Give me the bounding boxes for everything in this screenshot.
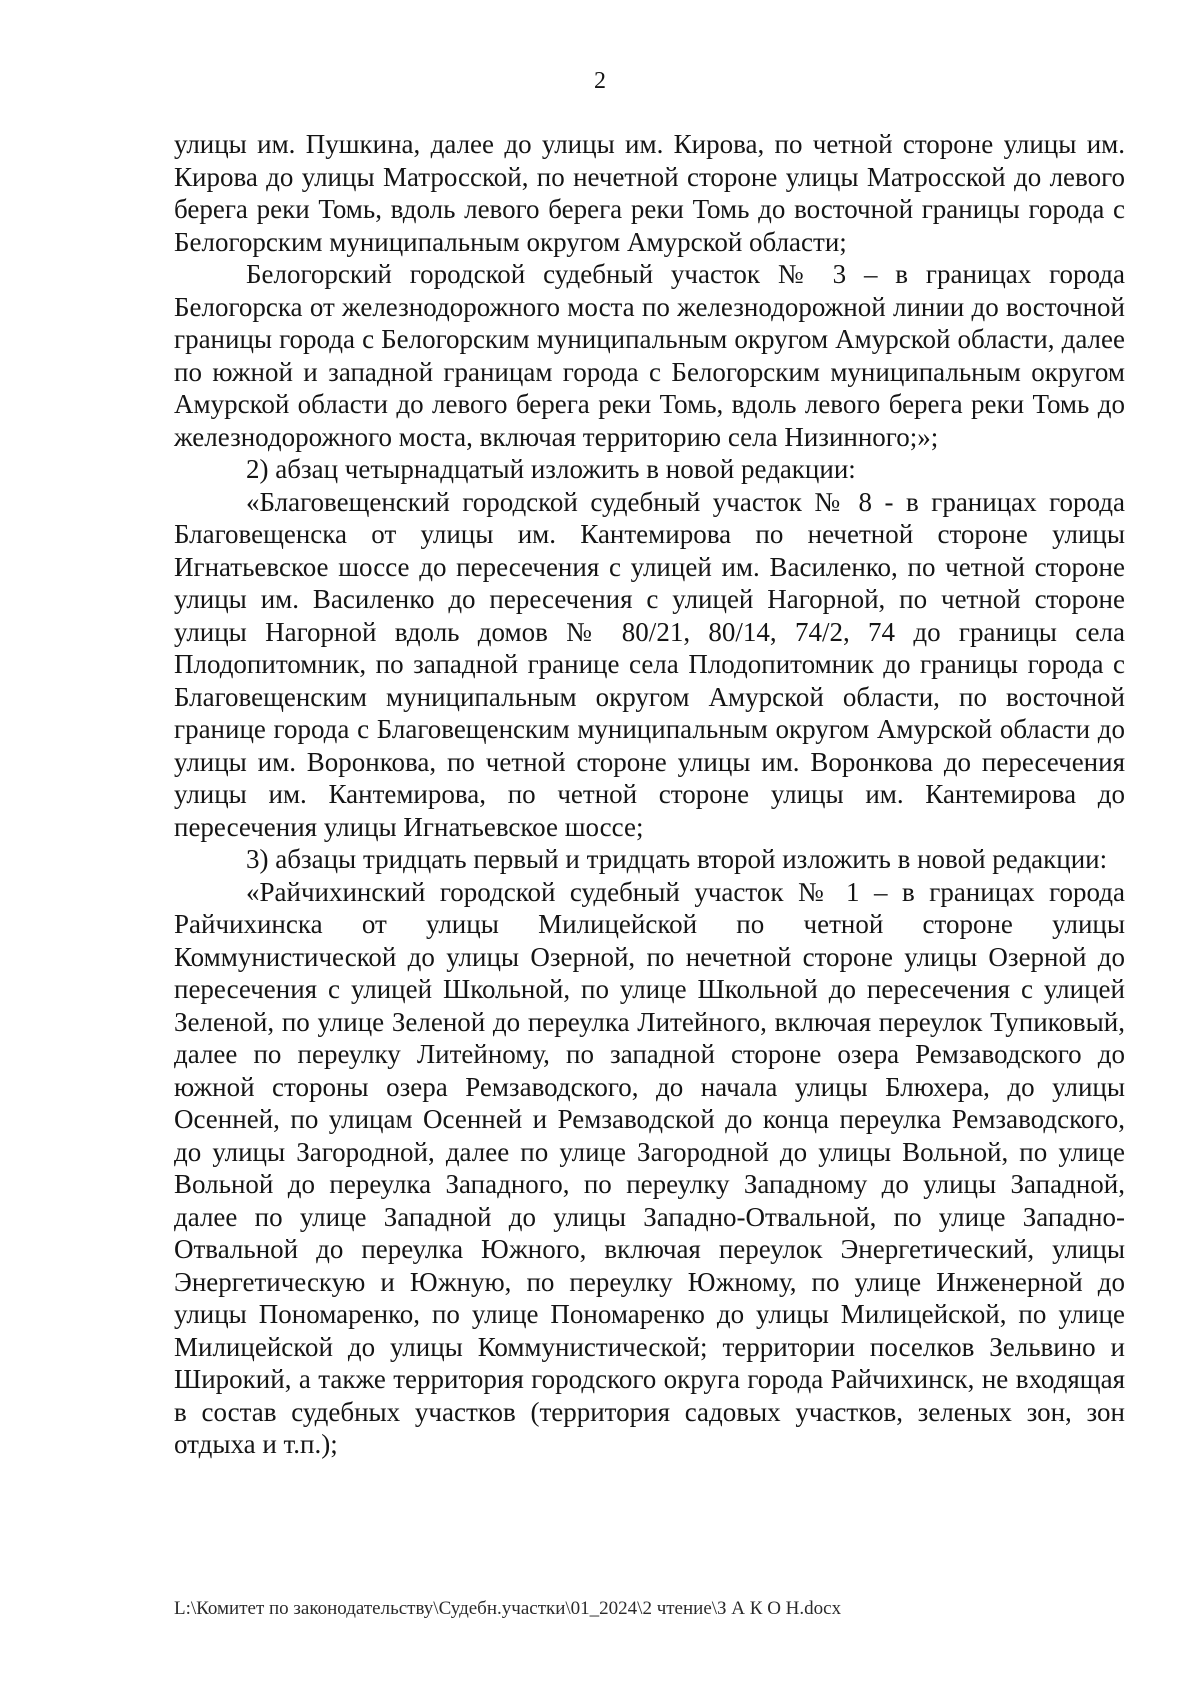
paragraph-continuation: улицы им. Пушкина, далее до улицы им. Кирова, по четной стороне улицы им. Кирова до улицы Матросской, по нечетной стороне улицы Матросской до левого берега реки Томь, вдоль левого берега реки Томь до восточной границы города с Белогорским муниципальным округом Амурской области; bbox=[174, 129, 1125, 257]
paragraph-blagoveshchensk-district-8: «Благовещенский городской судебный участок № 8 - в границах города Благовещенска от улицы им. Кантемирова по нечетной стороне улицы Игнатьевское шоссе до пересечения с улицей им. Василенко, по четной стороне улицы им. Василенко до пересечения с улицей Нагорной, по четной стороне улицы Нагорной вдоль домов № 80/21, 80/14, 74/2, 74 до границы села Плодопитомник, по западной границе села Плодопитомник до границы города с Благовещенским муниципальным округом Амурской области, по восточной границе города с Благовещенским муниципальным округом Амурской области до улицы им. Воронкова, по четной стороне улицы им. Воронкова до пересечения улицы им. Кантемирова, по четной стороне улицы им. Кантемирова до пересечения улицы Игнатьевское шоссе; bbox=[174, 486, 1125, 842]
paragraph-amendment-2: 2) абзац четырнадцатый изложить в новой редакции: bbox=[246, 454, 856, 484]
page-number: 2 bbox=[594, 68, 606, 94]
footer-file-path: L:\Комитет по законодательству\Судебн.участки\01_2024\2 чтение\З А К О Н.docx bbox=[174, 1598, 842, 1619]
paragraph-amendment-3: 3) абзацы тридцать первый и тридцать второй изложить в новой редакции: bbox=[246, 844, 1108, 874]
document-body bbox=[174, 128, 1125, 1461]
paragraph-belogorsk-district-3: Белогорский городской судебный участок № 3 – в границах города Белогорска от железнодорожного моста по железнодорожной линии до восточной границы города с Белогорским муниципальным округом Амурской области, далее по южной и западной границам города с Белогорским муниципальным округом Амурской области до левого берега реки Томь, вдоль левого берега реки Томь до железнодорожного моста, включая территорию села Низинного;»; bbox=[174, 259, 1125, 452]
paragraph-raichikhinsk-district-1: «Райчихинский городской судебный участок № 1 – в границах города Райчихинска от улицы Милицейской по четной стороне улицы Коммунистической до улицы Озерной, по нечетной стороне улицы Озерной до пересечения с улицей Школьной, по улице Школьной до пересечения с улицей Зеленой, по улице Зеленой до переулка Литейного, включая переулок Тупиковый, далее по переулку Литейному, по западной стороне озера Ремзаводского до южной стороны озера Ремзаводского, до начала улицы Блюхера, до улицы Осенней, по улицам Осенней и Ремзаводской до конца переулка Ремзаводского, до улицы Загородной, далее по улице Загородной до улицы Вольной, по улице Вольной до переулка Западного, по переулку Западному до улицы Западной, далее по улице Западной до улицы Западно-Отвальной, по улице Западно-Отвальной до переулка Южного, включая переулок Энергетический, улицы Энергетическую и Южную, по переулку Южному, по улице Инженерной до улицы Пономаренко, по улице Пономаренко до улицы Милицейской, по улице Милицейской до улицы Коммунистической; территории поселков Зельвино и Широкий, а также территория городского округа города Райчихинск, не входящая в состав судебных участков (территория садовых участков, зеленых зон, зон отдыха и т.п.); bbox=[174, 876, 1125, 1459]
